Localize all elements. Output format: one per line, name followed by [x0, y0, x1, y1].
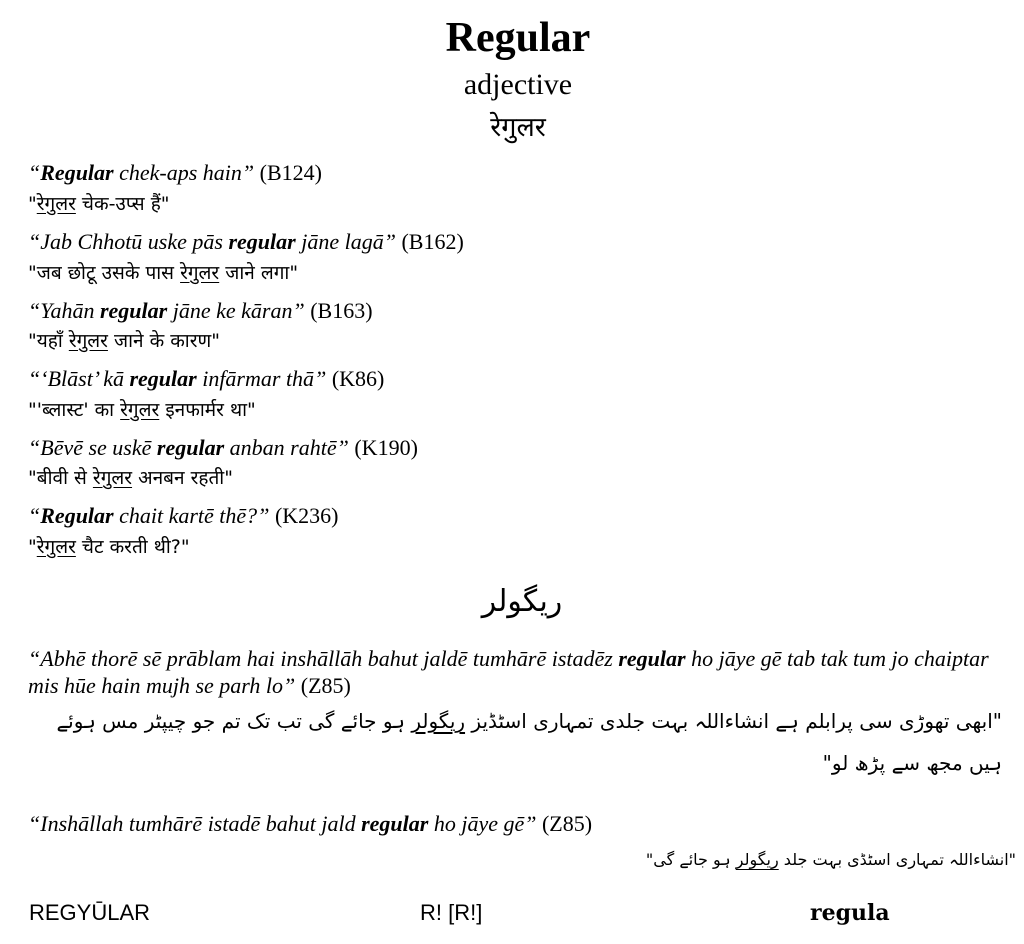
keyword-hindi: रेगुलर [36, 193, 76, 215]
source-ref: (B124) [254, 160, 322, 185]
keyword-hindi: रेगुलर [92, 467, 133, 489]
keyword: regular [99, 298, 168, 323]
part-of-speech: adjective [463, 68, 573, 101]
keyword-urdu: ریگولر [411, 709, 466, 733]
example-hindi: "'ब्लास्ट' का रेगुलर इनफार्मर था" [28, 399, 256, 421]
keyword-hindi: रेगुलर [68, 330, 108, 352]
source-ref: (K190) [348, 435, 418, 460]
keyword: regular [156, 435, 225, 460]
source-ref: (Z85) [536, 811, 593, 836]
source-ref: (Z85) [295, 673, 351, 698]
example-romanized: “Jab Chhotū uske pās regular jāne lagā” (B162) [28, 229, 464, 254]
example-urdu: "ابھی تھوڑی سی پرابلم ہے انشاءاللہ بہت جلدی تمہاری اسٹڈیز ریگولر ہو جائے گی تب تک تم جو چیپٹر مس ہوئے ہیں مجھ سے پڑھ لو" [56, 709, 1002, 775]
keyword-hindi: रेगुलर [120, 399, 160, 421]
urdu-heading: ریگولر [481, 584, 563, 619]
example-hindi: "रेगुलर चैट करती थी?" [28, 536, 190, 558]
keyword: Regular [40, 503, 114, 528]
source-ref: (B163) [304, 298, 373, 323]
example-romanized: “Yahān regular jāne ke kāran” (B163) [28, 298, 373, 323]
ipa-pronunciation: R! [R!] [420, 900, 483, 925]
source-ref: (K236) [269, 503, 339, 528]
keyword: Regular [40, 160, 114, 185]
headword-title: Regular [445, 15, 591, 61]
source-ref: (B162) [395, 229, 464, 254]
keyword: regular [228, 229, 296, 254]
alternate-script-form: regula [810, 900, 890, 926]
example-hindi: "यहाँ रेगुलर जाने के कारण" [28, 330, 220, 352]
keyword-hindi: रेगुलर [36, 536, 76, 558]
source-ref: (K86) [326, 366, 385, 391]
example-hindi: "रेगुलर चेक-उप्स हैं" [28, 193, 170, 215]
keyword: regular [361, 811, 429, 836]
example-hindi: "जब छोटू उसके पास रेगुलर जाने लगा" [28, 262, 299, 284]
example-romanized: “Regular chait kartē thē?” (K236) [28, 503, 339, 528]
example-urdu: "انشاءاللہ تمہاری اسٹڈی بہت جلد ریگولر ہو جائے گی" [645, 850, 1016, 869]
example-romanized: “Abhē thorē sē prāblam hai inshāllāh bahut jaldē tumhārē istadēz regular ho jāye gē tab tak tum jo chaiptar mis hūe hain mujh se parh lo” (Z85) [28, 646, 989, 698]
headword-hindi: रेगुलर [490, 112, 546, 143]
transliteration: REGYŪLAR [29, 900, 151, 925]
example-romanized: “Inshāllah tumhārē istadē bahut jald regular ho jāye gē” (Z85) [28, 811, 593, 836]
keyword: regular [618, 646, 686, 671]
example-romanized: “Regular chek-aps hain” (B124) [28, 160, 322, 185]
keyword-urdu: ریگولر [735, 850, 779, 869]
example-romanized: “Bēvē se uskē regular anban rahtē” (K190) [28, 435, 418, 460]
example-romanized: “‘Blāst’ kā regular infārmar thā” (K86) [28, 366, 385, 391]
example-hindi: "बीवी से रेगुलर अनबन रहती" [28, 467, 233, 489]
keyword: regular [129, 366, 197, 391]
keyword-hindi: रेगुलर [180, 262, 220, 284]
